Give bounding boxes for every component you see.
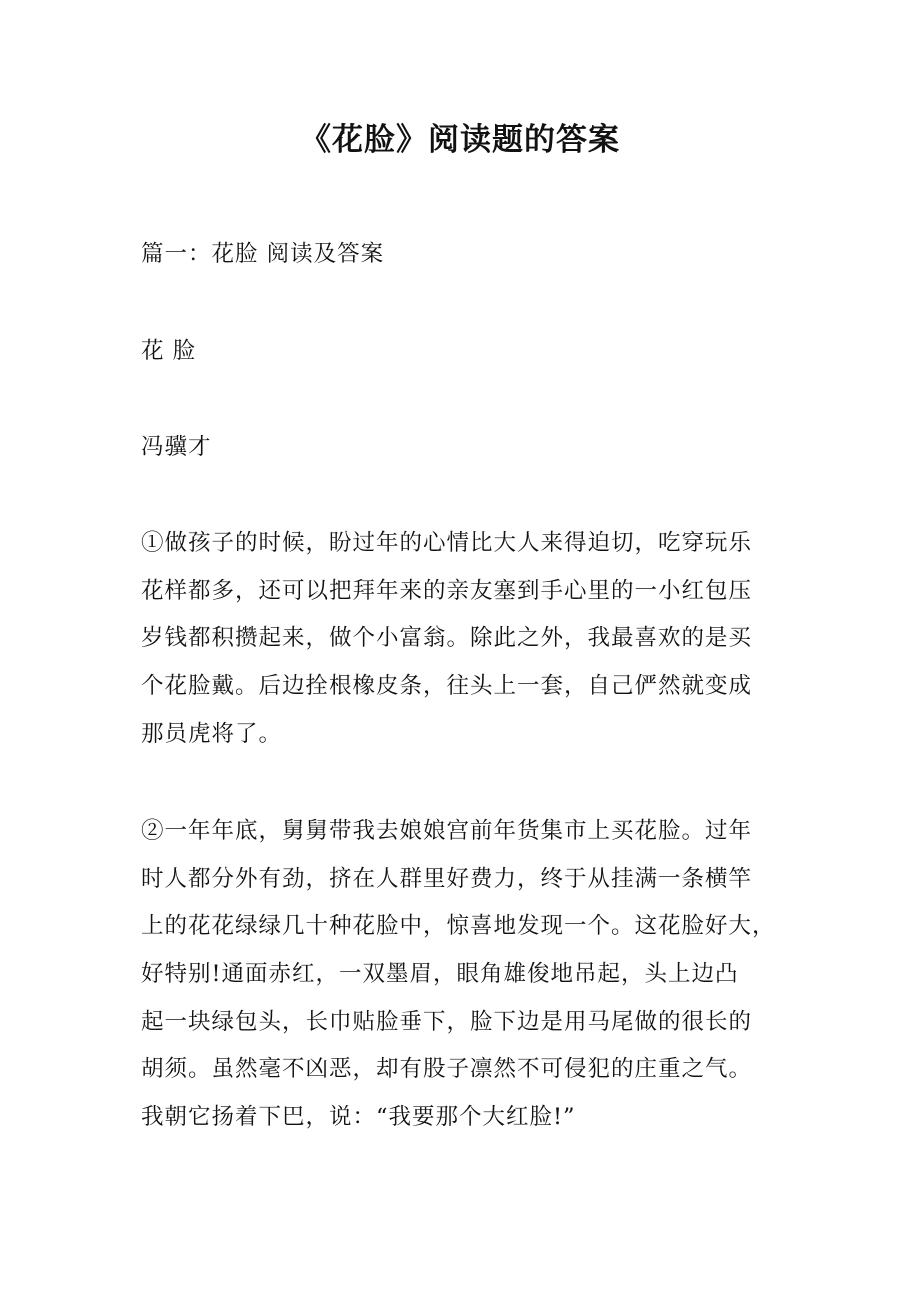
story-title: 花 脸 — [141, 338, 197, 364]
paragraph-line: 起一块绿包头，长巾贴脸垂下，脸下边是用马尾做的很长的 — [141, 1008, 753, 1035]
paragraph-line: 好特别!通面赤红，一双墨眉，眼角雄俊地吊起，头上边凸 — [141, 961, 739, 988]
paragraph-line: 花样都多，还可以把拜年来的亲友塞到手心里的一小红包压 — [141, 577, 753, 604]
section-heading: 篇一：花脸 阅读及答案 — [141, 241, 385, 267]
paragraph-2 — [141, 808, 801, 1142]
author-name: 冯骥才 — [141, 434, 212, 460]
paragraph-line: 上的花花绿绿几十种花脸中，惊喜地发现一个。这花脸好大， — [141, 913, 776, 940]
paragraph-line: 胡须。虽然毫不凶恶，却有股子凛然不可侵犯的庄重之气。 — [141, 1056, 753, 1083]
paragraph-line: 岁钱都积攒起来，做个小富翁。除此之外，我最喜欢的是买 — [141, 625, 753, 652]
paragraph-1 — [141, 520, 801, 758]
paragraph-line: ①做孩子的时候，盼过年的心情比大人来得迫切，吃穿玩乐 — [141, 530, 753, 556]
paragraph-line: ②一年年底，舅舅带我去娘娘宫前年货集市上买花脸。过年 — [141, 818, 753, 844]
paragraph-line: 我朝它扬着下巴，说：“我要那个大红脸!” — [141, 1104, 576, 1131]
paragraph-line: 那员虎将了。 — [141, 720, 283, 747]
document-title: 《花脸》阅读题的答案 — [300, 122, 620, 158]
paragraph-line: 时人都分外有劲，挤在人群里好费力，终于从挂满一条横竿 — [141, 865, 753, 892]
paragraph-line: 个花脸戴。后边拴根橡皮条，往头上一套，自己俨然就变成 — [141, 673, 753, 700]
